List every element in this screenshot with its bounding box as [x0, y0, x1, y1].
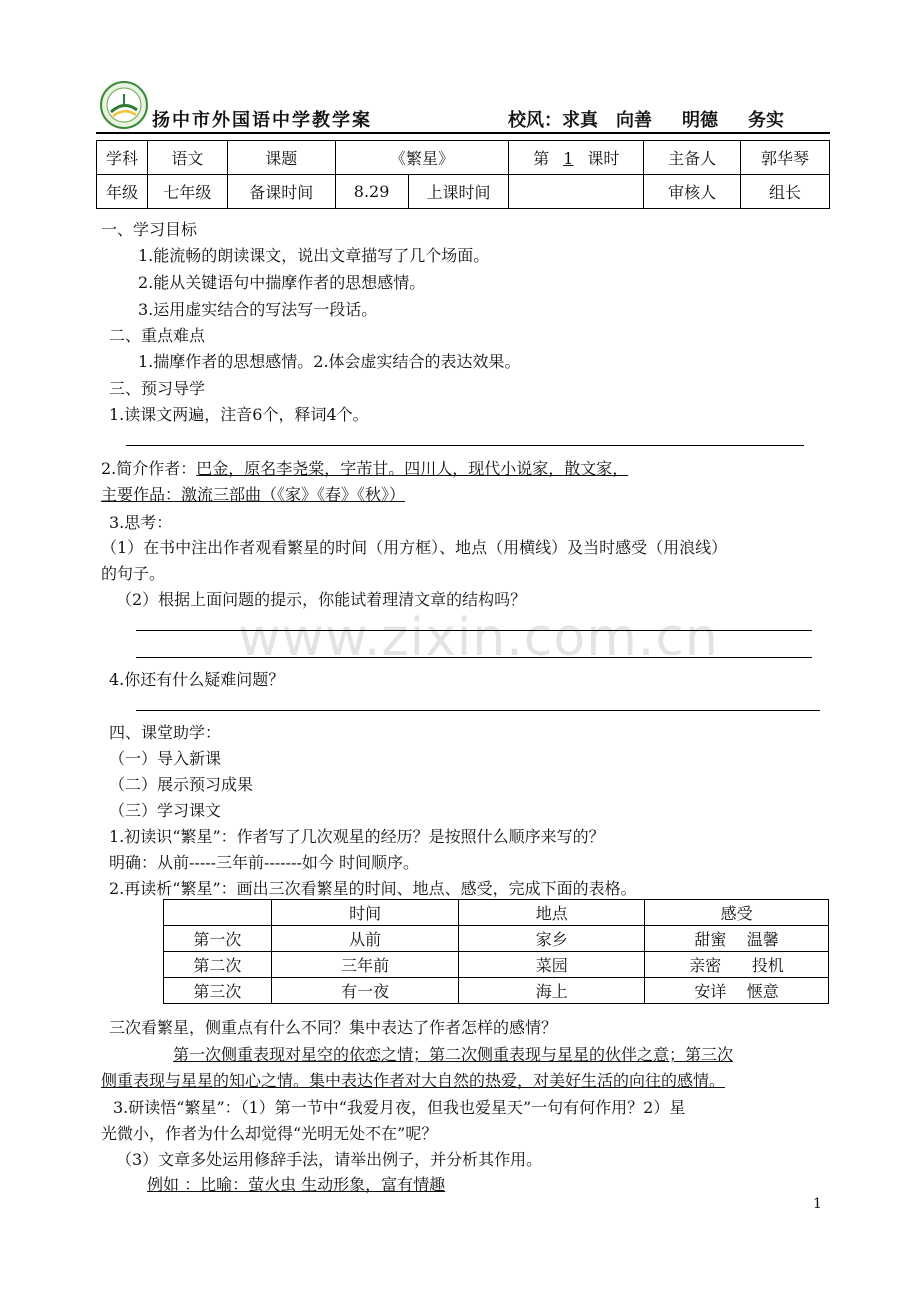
motto-item: 明德 [682, 110, 718, 131]
class-time-value [509, 175, 644, 209]
motto-item: 求真 [562, 110, 598, 131]
class-time-label: 上课时间 [408, 175, 509, 209]
topic-value: 《繁星》 [335, 141, 509, 175]
table-cell: 三年前 [271, 952, 459, 978]
question-text: 光微小，作者为什么却觉得“光明无处不在”呢？ [101, 1124, 438, 1143]
table-header: 感受 [645, 900, 829, 926]
question-text: 1.读课文两遍，注音6个，释词4个。 [109, 405, 369, 424]
grade-label: 年级 [97, 175, 148, 209]
table-header-row [164, 900, 829, 926]
period-cell [509, 141, 644, 175]
subsection-title: （二）展示预习成果 [109, 775, 254, 794]
subject-value: 语文 [147, 141, 227, 175]
table-cell: 第二次 [164, 952, 272, 978]
author-answer: 巴金，原名李尧棠，字芾甘。四川人，现代小说家，散文家， [196, 459, 629, 478]
question-text: 1.初读识“繁星”：作者写了几次观星的经历？是按照什么顺序来写的？ [109, 827, 605, 846]
topic-label: 课题 [227, 141, 335, 175]
table-cell: 从前 [271, 926, 459, 952]
subsection-title: （一）导入新课 [109, 749, 222, 768]
section-title: 一、学习目标 [101, 220, 198, 239]
table-cell: 第三次 [164, 978, 272, 1004]
table-header: 时间 [271, 900, 459, 926]
lesson-info-table [96, 140, 830, 209]
answer-line [126, 445, 804, 446]
section-title: 四、课堂助学： [109, 723, 222, 742]
answer-text: 侧重表现与星星的知心之情。集中表达作者对大自然的热爱，对美好生活的向往的感情。 [101, 1071, 726, 1090]
question-text: 的句子。 [101, 564, 166, 583]
watermark: www.zixin.com.cn [238, 608, 719, 668]
question-text [101, 456, 628, 479]
table-row [164, 978, 829, 1004]
list-item: 1.能流畅的朗读课文，说出文章描写了几个场面。 [138, 246, 490, 265]
table-header: 地点 [459, 900, 645, 926]
school-title: 扬中市外国语中学教学案 [152, 110, 372, 131]
author-works: 主要作品：激流三部曲（《家》《春》《秋》） [101, 485, 406, 504]
school-logo [99, 80, 149, 130]
table-row [97, 175, 830, 209]
answer-line [136, 710, 820, 711]
table-cell: 安详 惬意 [645, 978, 829, 1004]
reviewer-label: 审核人 [644, 175, 741, 209]
question-text: 4.你还有什么疑难问题？ [109, 670, 285, 689]
question-text: （2）根据上面问题的提示，你能试着理清文章的结构吗？ [116, 590, 527, 609]
stargazing-table [163, 899, 829, 1004]
prep-time-value: 8.29 [335, 175, 408, 209]
table-cell: 海上 [459, 978, 645, 1004]
period-prefix: 第 [533, 149, 550, 168]
preparer-value: 郭华琴 [741, 141, 830, 175]
table-row [164, 952, 829, 978]
grade-value: 七年级 [147, 175, 227, 209]
answer-text: 明确：从前-----三年前-------如今 时间顺序。 [109, 853, 419, 872]
question-text: （1）在书中注出作者观看繁星的时间（用方框）、地点（用横线）及当时感受（用浪线） [101, 538, 728, 557]
subject-label: 学科 [97, 141, 148, 175]
motto-item: 向善 [616, 110, 652, 131]
reviewer-value: 组长 [741, 175, 830, 209]
motto-label: 校风： [508, 110, 562, 131]
section-title: 二、重点难点 [109, 326, 206, 345]
question-text: 3.研读悟“繁星”：（1）第一节中“我爱月夜，但我也爱星天”一句有何作用？2）星 [113, 1098, 686, 1117]
table-cell: 有一夜 [271, 978, 459, 1004]
school-motto [508, 106, 792, 132]
subsection-title: （三）学习课文 [109, 801, 222, 820]
author-label: 2.简介作者： [101, 459, 197, 478]
table-cell: 菜园 [459, 952, 645, 978]
motto-item: 务实 [748, 110, 784, 131]
page-number: 1 [813, 1196, 822, 1212]
table-cell: 家乡 [459, 926, 645, 952]
section-title: 三、预习导学 [109, 379, 206, 398]
prep-time-label: 备课时间 [227, 175, 335, 209]
question-text: 三次看繁星，侧重点有什么不同？集中表达了作者怎样的感情？ [109, 1018, 558, 1037]
answer-text: 例如 ：比喻：萤火虫 生动形象，富有情趣 [147, 1175, 446, 1194]
list-item: 2.能从关键语句中揣摩作者的思想感情。 [138, 273, 426, 292]
question-text: 3.思考： [109, 513, 173, 532]
list-item: 1.揣摩作者的思想感情。2.体会虚实结合的表达效果。 [138, 352, 521, 371]
question-text: （3）文章多处运用修辞手法，请举出例子，并分析其作用。 [116, 1150, 543, 1169]
table-cell: 甜蜜 温馨 [645, 926, 829, 952]
table-cell: 亲密 投机 [645, 952, 829, 978]
answer-text: 第一次侧重表现对星空的依恋之情；第二次侧重表现与星星的伙伴之意；第三次 [173, 1045, 734, 1064]
list-item: 3.运用虚实结合的写法写一段话。 [138, 300, 378, 319]
header-rule [96, 132, 830, 134]
preparer-label: 主备人 [644, 141, 741, 175]
question-text: 2.再读析“繁星”：画出三次看繁星的时间、地点、感受，完成下面的表格。 [109, 879, 637, 898]
table-cell: 第一次 [164, 926, 272, 952]
table-row [97, 141, 830, 175]
table-row [164, 926, 829, 952]
period-suffix: 课时 [587, 149, 620, 168]
period-number: 1 [563, 149, 574, 168]
table-header [164, 900, 272, 926]
